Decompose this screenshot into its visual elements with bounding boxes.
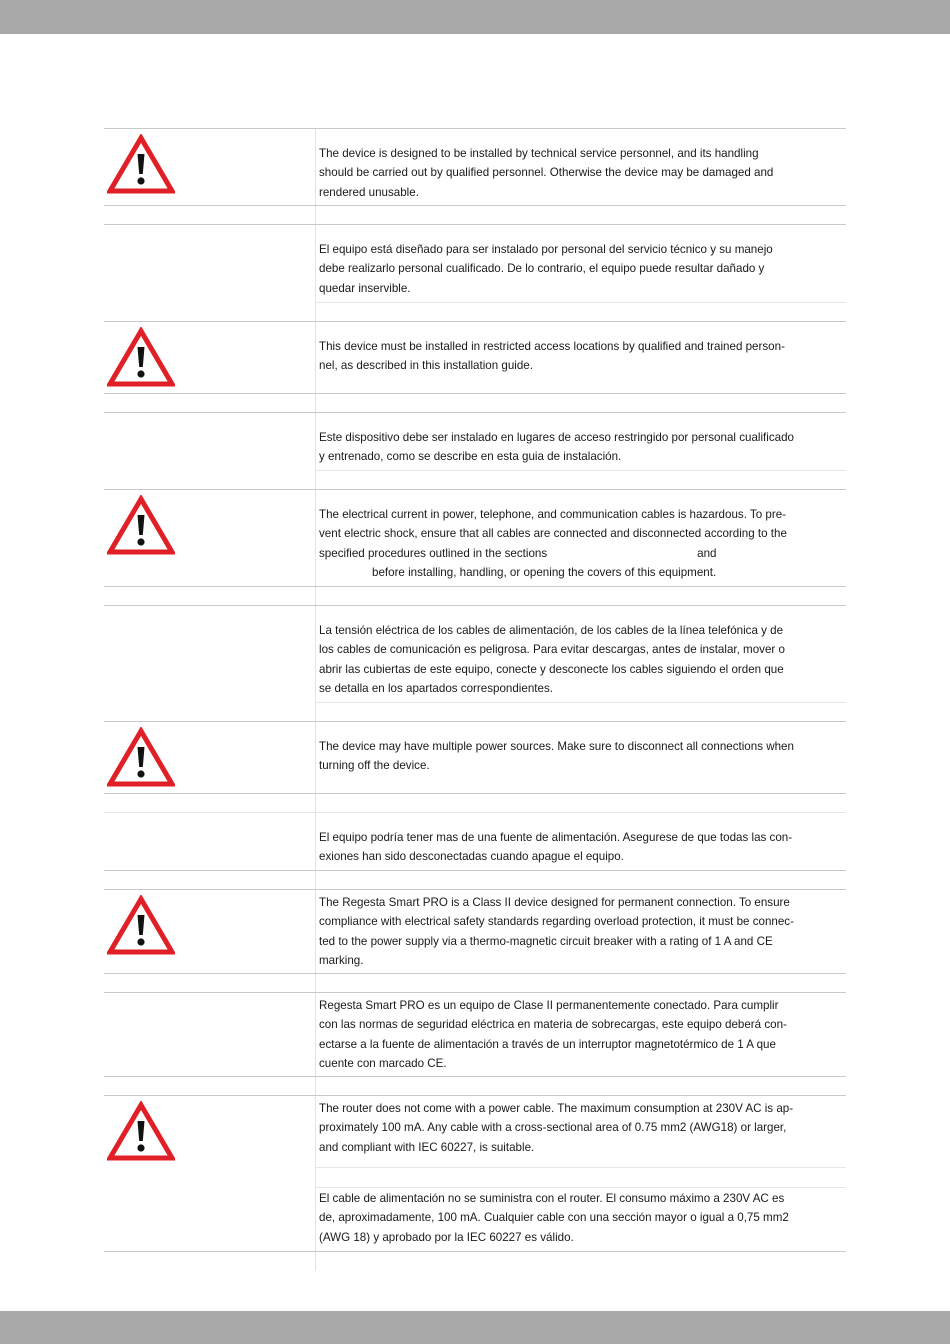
table-rule <box>104 1076 846 1077</box>
text-line: nel, as described in this installation guide. <box>319 359 533 373</box>
text-line: vent electric shock, ensure that all cables are connected and disconnected according to the <box>319 527 787 541</box>
table-rule <box>104 412 846 413</box>
column-divider <box>315 128 316 1271</box>
table-rule <box>104 489 846 490</box>
warning-triangle-icon <box>107 1101 175 1161</box>
warning-triangle-icon <box>107 495 175 555</box>
warning-triangle-icon <box>107 134 175 194</box>
table-rule <box>315 1167 846 1168</box>
text-line: proximately 100 mA. Any cable with a cross-sectional area of 0.75 mm2 (AWG18) or larger, <box>319 1121 787 1135</box>
table-rule <box>104 128 846 129</box>
text-line: The Regesta Smart PRO is a Class II device designed for permanent connection. To ensure <box>319 896 790 909</box>
table-rule <box>104 205 846 206</box>
text-line: The router does not come with a power cable. The maximum consumption at 230V AC is ap- <box>319 1102 794 1115</box>
text-line: The device is designed to be installed by technical service personnel, and its handling <box>319 147 759 160</box>
table-rule <box>315 470 846 471</box>
table-rule <box>315 302 846 303</box>
warning-text-es <box>319 240 844 298</box>
table-rule <box>104 793 846 794</box>
warning-text-en <box>319 893 844 971</box>
text-line: (AWG 18) y aprobado por la IEC 60227 es válido. <box>319 1230 574 1244</box>
table-rule <box>104 889 846 890</box>
warning-text-es <box>319 1189 844 1247</box>
warning-text-es <box>319 428 844 467</box>
text-line: This device must be installed in restricted access locations by qualified and trained person- <box>319 340 785 353</box>
text-line: compliance with electrical safety standards regarding overload protection, it must be connec- <box>319 915 794 929</box>
warning-text-es <box>319 621 844 699</box>
text-line: marking. <box>319 954 364 968</box>
text-line: rendered unusable. <box>319 185 419 199</box>
table-rule <box>104 812 846 813</box>
text-line: exiones han sido desconectadas cuando apague el equipo. <box>319 850 624 864</box>
warning-text-es <box>319 996 844 1074</box>
table-rule <box>104 973 846 974</box>
text-fragment: and <box>697 546 717 560</box>
text-line: los cables de comunicación es peligrosa. Para evitar descargas, antes de instalar, mover o <box>319 643 785 657</box>
table-rule <box>104 870 846 871</box>
warning-text-en <box>319 337 844 376</box>
table-rule <box>104 321 846 322</box>
table-rule <box>104 721 846 722</box>
text-line: con las normas de seguridad eléctrica en materia de sobrecargas, este equipo deberá con- <box>319 1018 787 1032</box>
warning-text-en <box>319 505 844 583</box>
table-rule <box>104 992 846 993</box>
table-rule <box>104 1251 846 1252</box>
text-line: abrir las cubiertas de este equipo, conecte y desconecte los cables siguiendo el orden que <box>319 662 784 676</box>
warning-text-en <box>319 144 844 202</box>
table-rule <box>315 1187 846 1188</box>
text-line: y entrenado, como se describe en esta guia de instalación. <box>319 450 622 464</box>
text-line: El equipo está diseñado para ser instalado por personal del servicio técnico y su manejo <box>319 243 773 256</box>
warning-triangle-icon <box>107 327 175 387</box>
header-bar <box>0 0 950 34</box>
text-line: de, aproximadamente, 100 mA. Cualquier cable con una sección mayor o igual a 0,75 mm2 <box>319 1211 789 1225</box>
footer-bar <box>0 1311 950 1344</box>
text-line: debe realizarlo personal cualificado. De lo contrario, el equipo puede resultar dañado y <box>319 262 765 276</box>
text-line: quedar inservible. <box>319 281 411 295</box>
text-line: cuente con marcado CE. <box>319 1057 447 1071</box>
warning-text-es <box>319 828 844 867</box>
text-line: should be carried out by qualified personnel. Otherwise the device may be damaged and <box>319 166 774 180</box>
text-line: turning off the device. <box>319 759 430 773</box>
text-line: El equipo podría tener mas de una fuente de alimentación. Asegurese de que todas las con- <box>319 831 793 844</box>
text-fragment: specified procedures outlined in the sections <box>319 546 548 560</box>
text-line: ectarse a la fuente de alimentación a través de un interruptor magnetotérmico de 1 A que <box>319 1037 776 1051</box>
text-line: The device may have multiple power sources. Make sure to disconnect all connections when <box>319 740 794 753</box>
warning-text-en <box>319 1099 844 1157</box>
text-line: Este dispositivo debe ser instalado en lugares de acceso restringido por personal cualificado <box>319 431 794 444</box>
text-line: ted to the power supply via a thermo-magnetic circuit breaker with a rating of 1 A and CE <box>319 934 773 948</box>
text-line: La tensión eléctrica de los cables de alimentación, de los cables de la línea telefónica y de <box>319 624 784 637</box>
table-rule <box>104 605 846 606</box>
text-line: and compliant with IEC 60227, is suitable. <box>319 1140 535 1154</box>
warning-triangle-icon <box>107 895 175 955</box>
table-rule <box>104 393 846 394</box>
warning-triangle-icon <box>107 727 175 787</box>
table-rule <box>315 702 846 703</box>
warning-text-en <box>319 737 844 776</box>
text-line: El cable de alimentación no se suministra con el router. El consumo máximo a 230V AC es <box>319 1192 785 1205</box>
table-rule <box>104 224 846 225</box>
text-line: Regesta Smart PRO es un equipo de Clase II permanentemente conectado. Para cumplir <box>319 999 779 1012</box>
text-line: se detalla en los apartados correspondientes. <box>319 682 553 696</box>
table-rule <box>104 586 846 587</box>
text-line: The electrical current in power, telephone, and communication cables is hazardous. To pre- <box>319 508 787 521</box>
text-line <box>319 544 844 563</box>
table-rule <box>104 1095 846 1096</box>
text-line: before installing, handling, or opening the covers of this equipment. <box>372 566 717 580</box>
